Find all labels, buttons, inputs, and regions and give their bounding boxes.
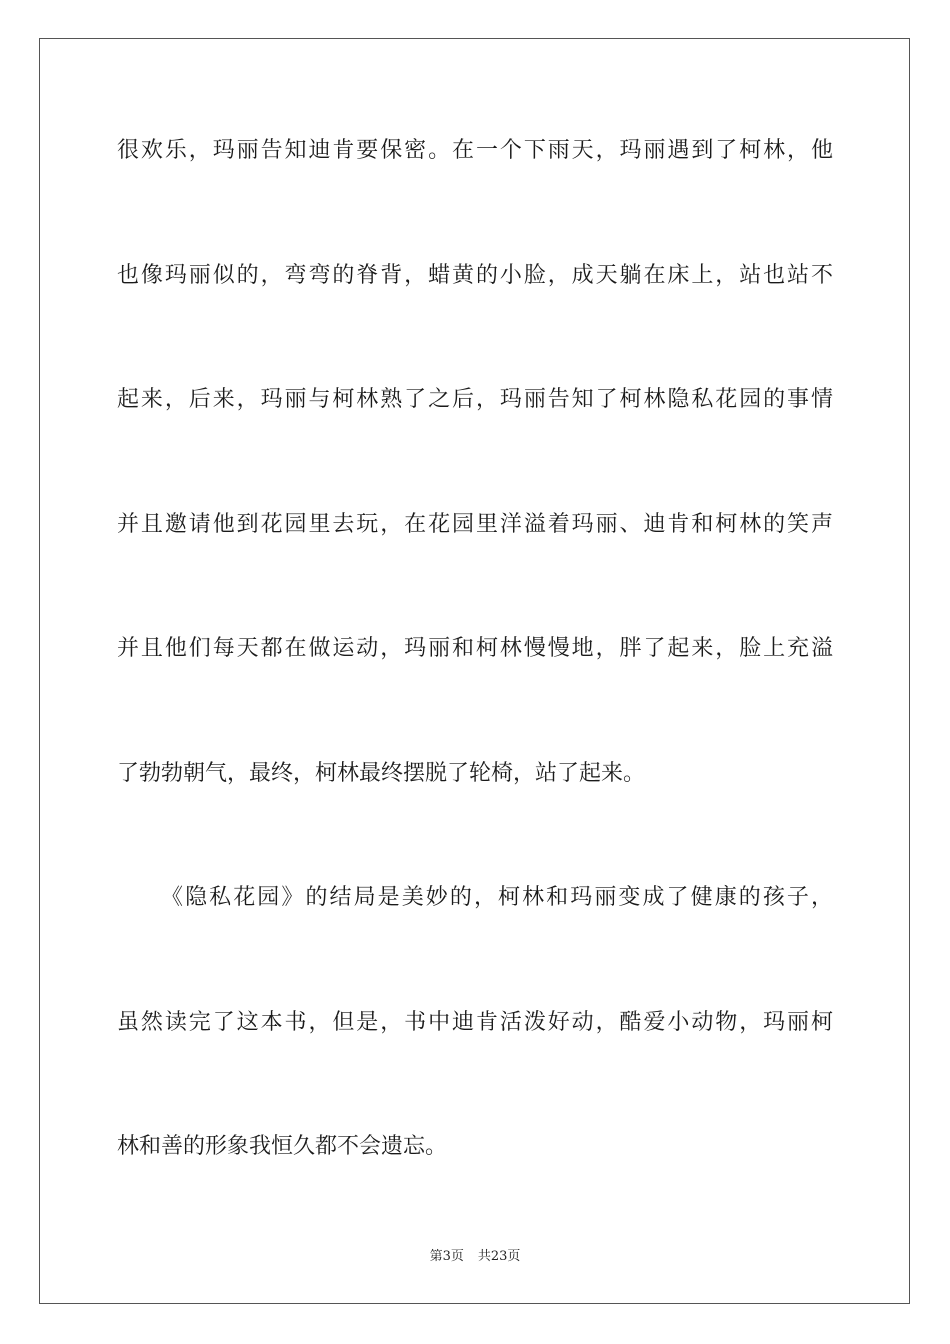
paragraph-line: 并且他们每天都在做运动，玛丽和柯林慢慢地，胖了起来，脸上充溢 — [117, 636, 833, 661]
paragraph-line: 了勃勃朝气，最终，柯林最终摆脱了轮椅，站了起来。 — [117, 761, 646, 786]
paragraph-line: 并且邀请他到花园里去玩，在花园里洋溢着玛丽、迪肯和柯林的笑声 — [117, 512, 833, 537]
paragraph-line: 《隐私花园》的结局是美妙的，柯林和玛丽变成了健康的孩子， — [161, 885, 833, 910]
paragraph-line: 虽然读完了这本书，但是，书中迪肯活泼好动，酷爱小动物，玛丽柯 — [117, 1010, 833, 1035]
page-border — [39, 38, 910, 1304]
page-footer — [0, 1247, 950, 1267]
paragraph-line: 林和善的形象我恒久都不会遗忘。 — [117, 1134, 448, 1159]
page-total: 共23页 — [477, 1249, 521, 1264]
page-number: 第3页 — [429, 1249, 464, 1264]
paragraph-line: 也像玛丽似的，弯弯的脊背，蜡黄的小脸，成天躺在床上，站也站不 — [117, 263, 833, 288]
paragraph-line: 起来，后来，玛丽与柯林熟了之后，玛丽告知了柯林隐私花园的事情 — [117, 387, 833, 412]
paragraph-line: 很欢乐，玛丽告知迪肯要保密。在一个下雨天，玛丽遇到了柯林，他 — [117, 138, 833, 163]
